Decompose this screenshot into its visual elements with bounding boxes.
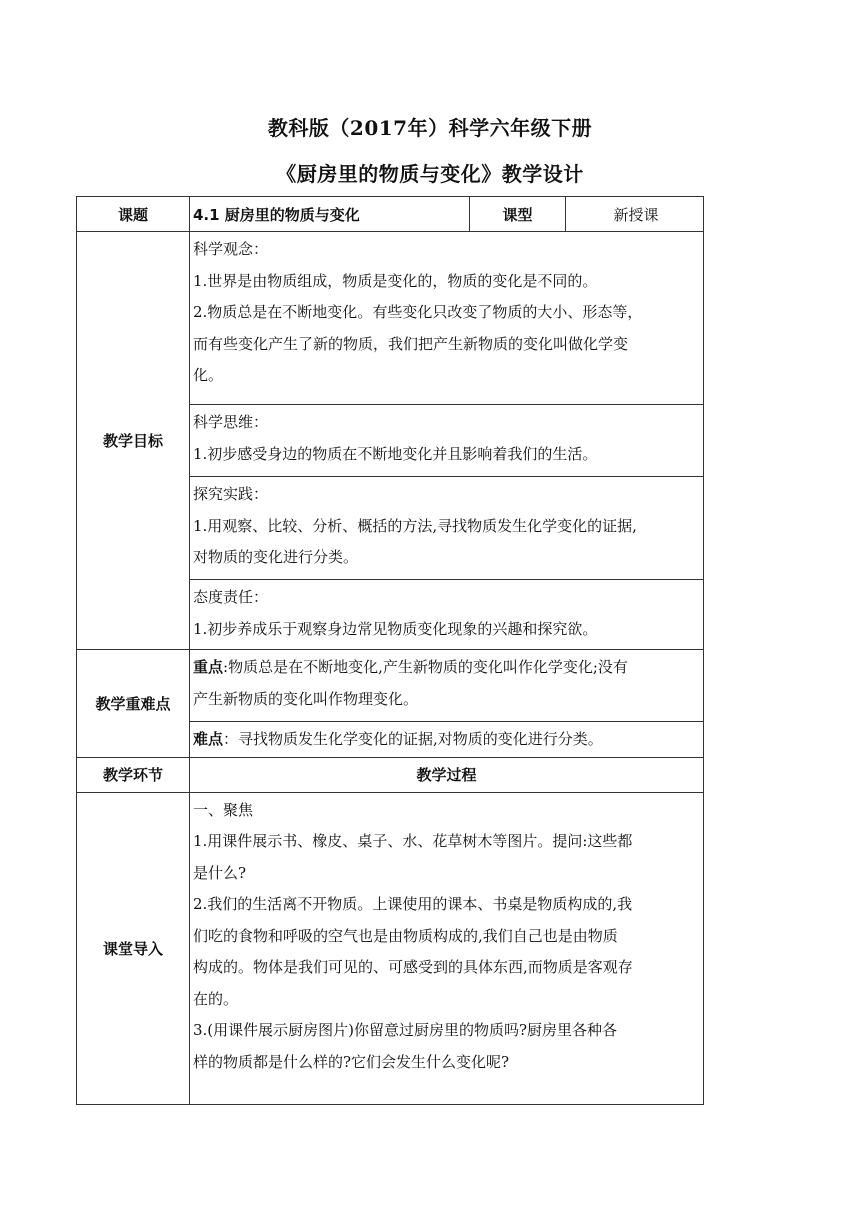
difficulty-cell <box>190 722 704 758</box>
objective-block-attitude <box>190 580 704 650</box>
objective-line: 化。 <box>193 366 224 384</box>
process-header: 教学过程 <box>190 757 704 792</box>
topic-row <box>77 197 704 232</box>
focus-label: 重点 <box>193 658 224 676</box>
process-header-row <box>77 757 704 792</box>
lesson-plan-table <box>76 196 704 1105</box>
difficulty-label: 难点 <box>193 730 224 748</box>
intro-line: 们吃的食物和呼吸的空气也是由物质构成的,我们自己也是由物质 <box>193 926 618 945</box>
objective-line: 1.初步感受身边的物质在不断地变化并且影响着我们的生活。 <box>193 444 598 463</box>
objective-block-thinking <box>190 405 704 477</box>
objective-heading: 科学观念： <box>193 240 269 258</box>
intro-line: 2.我们的生活离不开物质。上课使用的课本、书桌是物质构成的,我 <box>193 895 633 913</box>
objective-line: 而有些变化产生了新的物质，我们把产生新物质的变化叫做化学变 <box>193 334 629 353</box>
intro-line: 1.用课件展示书、橡皮、桌子、水、花草树木等图片。提问:这些都 <box>193 832 633 850</box>
difficulty-text: ：寻找物质发生化学变化的证据,对物质的变化进行分类。 <box>223 730 603 748</box>
focus-line <box>193 652 700 684</box>
objective-line: 1.世界是由物质组成，物质是变化的，物质的变化是不同的。 <box>193 271 598 290</box>
objective-line: 1.用观察、比较、分析、概括的方法,寻找物质发生化学变化的证据, <box>193 516 637 535</box>
document-title: 教科版（2017年）科学六年级下册 <box>267 116 593 140</box>
intro-row <box>77 792 704 1104</box>
objectives-label: 教学目标 <box>77 232 190 650</box>
topic-value-text: 4.1 厨房里的物质与变化 <box>193 205 360 224</box>
intro-line: 是什么? <box>193 863 247 882</box>
intro-line: 构成的。物体是我们可见的、可感受到的具体东西,而物质是客观存 <box>193 958 633 976</box>
type-value: 新授课 <box>566 197 704 232</box>
intro-line: 样的物质都是什么样的?它们会发生什么变化呢? <box>193 1052 510 1071</box>
focus-text: :物质总是在不断地变化,产生新物质的变化叫作化学变化;没有 <box>223 658 628 676</box>
document-subtitle: 《厨房里的物质与变化》教学设计 <box>276 162 584 186</box>
objective-block-practice <box>190 477 704 580</box>
intro-line: 在的。 <box>193 989 239 1008</box>
topic-label: 课题 <box>77 197 190 232</box>
objective-block-concepts <box>190 232 704 405</box>
intro-line: 一、聚焦 <box>193 800 254 819</box>
intro-content <box>190 792 704 1104</box>
focus-cell <box>190 650 704 722</box>
objective-heading: 态度责任： <box>193 588 269 606</box>
intro-label: 课堂导入 <box>77 792 190 1104</box>
key-points-label: 教学重难点 <box>77 650 190 758</box>
objective-heading: 探究实践： <box>193 485 269 503</box>
key-points-row-1 <box>77 650 704 722</box>
difficulty-line <box>193 724 700 756</box>
topic-value <box>190 197 470 232</box>
objective-heading: 科学思维： <box>193 413 269 431</box>
objectives-row-1 <box>77 232 704 405</box>
stage-header: 教学环节 <box>77 757 190 792</box>
type-label: 课型 <box>470 197 566 232</box>
focus-line: 产生新物质的变化叫作物理变化。 <box>193 689 419 708</box>
objective-line: 2.物质总是在不断地变化。有些变化只改变了物质的大小、形态等， <box>193 303 643 321</box>
objective-line: 对物质的变化进行分类。 <box>193 548 359 566</box>
objective-line: 1.初步养成乐于观察身边常见物质变化现象的兴趣和探究欲。 <box>193 619 598 638</box>
intro-line: 3.(用课件展示厨房图片)你留意过厨房里的物质吗?厨房里各种各 <box>193 1021 618 1039</box>
